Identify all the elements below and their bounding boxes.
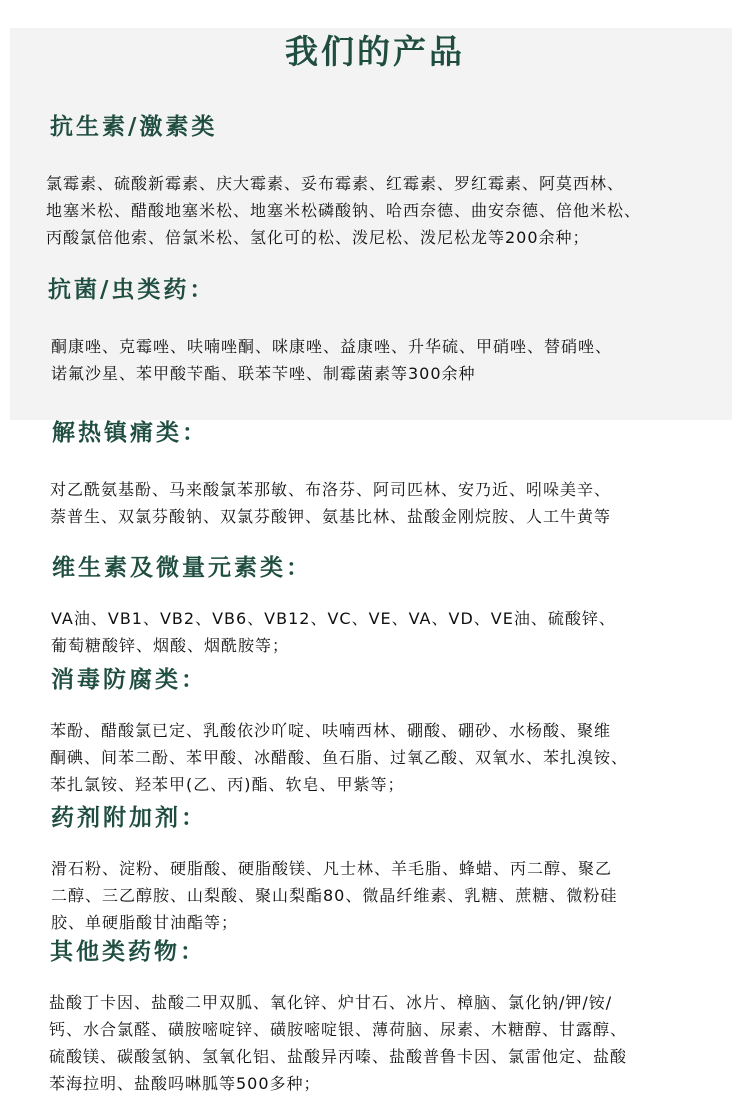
section-product-list: 盐酸丁卡因、盐酸二甲双胍、氧化锌、炉甘石、冰片、樟脑、氯化钠/钾/铵/ 钙、水合氯醛、磺胺嘧啶锌、磺胺嘧啶银、薄荷脑、尿素、木糖醇、甘露醇、 硫酸镁、碳酸氢钠、氢氧化铝、盐酸异丙嗪、盐酸普鲁卡因、氯雷他定、盐酸 苯海拉明、盐酸吗啉胍等500多种； bbox=[49, 993, 628, 1093]
section-excipients bbox=[0, 803, 750, 936]
section-heading: 其他类药物： bbox=[50, 939, 206, 965]
section-product-list: 对乙酰氨基酚、马来酸氯苯那敏、布洛芬、阿司匹林、安乃近、吲哚美辛、 萘普生、双氯芬酸钠、双氯芬酸钾、氨基比林、盐酸金刚烷胺、人工牛黄等 bbox=[50, 480, 612, 526]
section-heading: 抗生素/激素类 bbox=[50, 114, 218, 140]
section-heading: 维生素及微量元素类： bbox=[52, 555, 312, 581]
section-product-list: 苯酚、醋酸氯已定、乳酸依沙吖啶、呋喃西林、硼酸、硼砂、水杨酸、聚维 酮碘、间苯二酚、苯甲酸、冰醋酸、鱼石脂、过氧乙酸、双氧水、苯扎溴铵、 苯扎氯铵、羟苯甲(乙、丙)酯、软皂、甲紫等； bbox=[50, 721, 629, 794]
section-antipyretic-analgesic bbox=[0, 418, 750, 530]
section-product-list: 滑石粉、淀粉、硬脂酸、硬脂酸镁、凡士林、羊毛脂、蜂蜡、丙二醇、聚乙 二醇、三乙醇胺、山梨酸、聚山梨酯80、微晶纤维素、乳糖、蔗糖、微粉硅 胶、单硬脂酸甘油酯等； bbox=[51, 859, 618, 932]
section-heading: 消毒防腐类： bbox=[51, 667, 207, 693]
section-other-drugs bbox=[0, 937, 750, 1097]
page-title: 我们的产品 bbox=[285, 32, 465, 71]
section-heading: 抗菌/虫类药： bbox=[48, 277, 216, 303]
section-product-list: 酮康唑、克霉唑、呋喃唑酮、咪康唑、益康唑、升华硫、甲硝唑、替硝唑、 诺氟沙星、苯甲酸苄酯、联苯苄唑、制霉菌素等300余种 bbox=[51, 337, 613, 383]
section-product-list: 氯霉素、硫酸新霉素、庆大霉素、妥布霉素、红霉素、罗红霉素、阿莫西林、 地塞米松、醋酸地塞米松、地塞米松磷酸钠、哈西奈德、曲安奈德、倍他米松、 丙酸氯倍他索、倍氯米松、氢化可的松、泼尼松、泼尼松龙等200余种； bbox=[46, 174, 642, 247]
section-antibiotics-hormones bbox=[0, 112, 750, 251]
section-antibacterial-antiparasitic bbox=[0, 275, 750, 387]
section-product-list: VA油、VB1、VB2、VB6、VB12、VC、VE、VA、VD、VE油、硫酸锌、 葡萄糖酸锌、烟酸、烟酰胺等； bbox=[51, 609, 616, 655]
section-heading: 药剂附加剂： bbox=[51, 805, 207, 831]
section-disinfectant-preservative bbox=[0, 665, 750, 798]
section-heading: 解热镇痛类： bbox=[52, 420, 208, 446]
section-vitamins-trace-elements bbox=[0, 553, 750, 659]
